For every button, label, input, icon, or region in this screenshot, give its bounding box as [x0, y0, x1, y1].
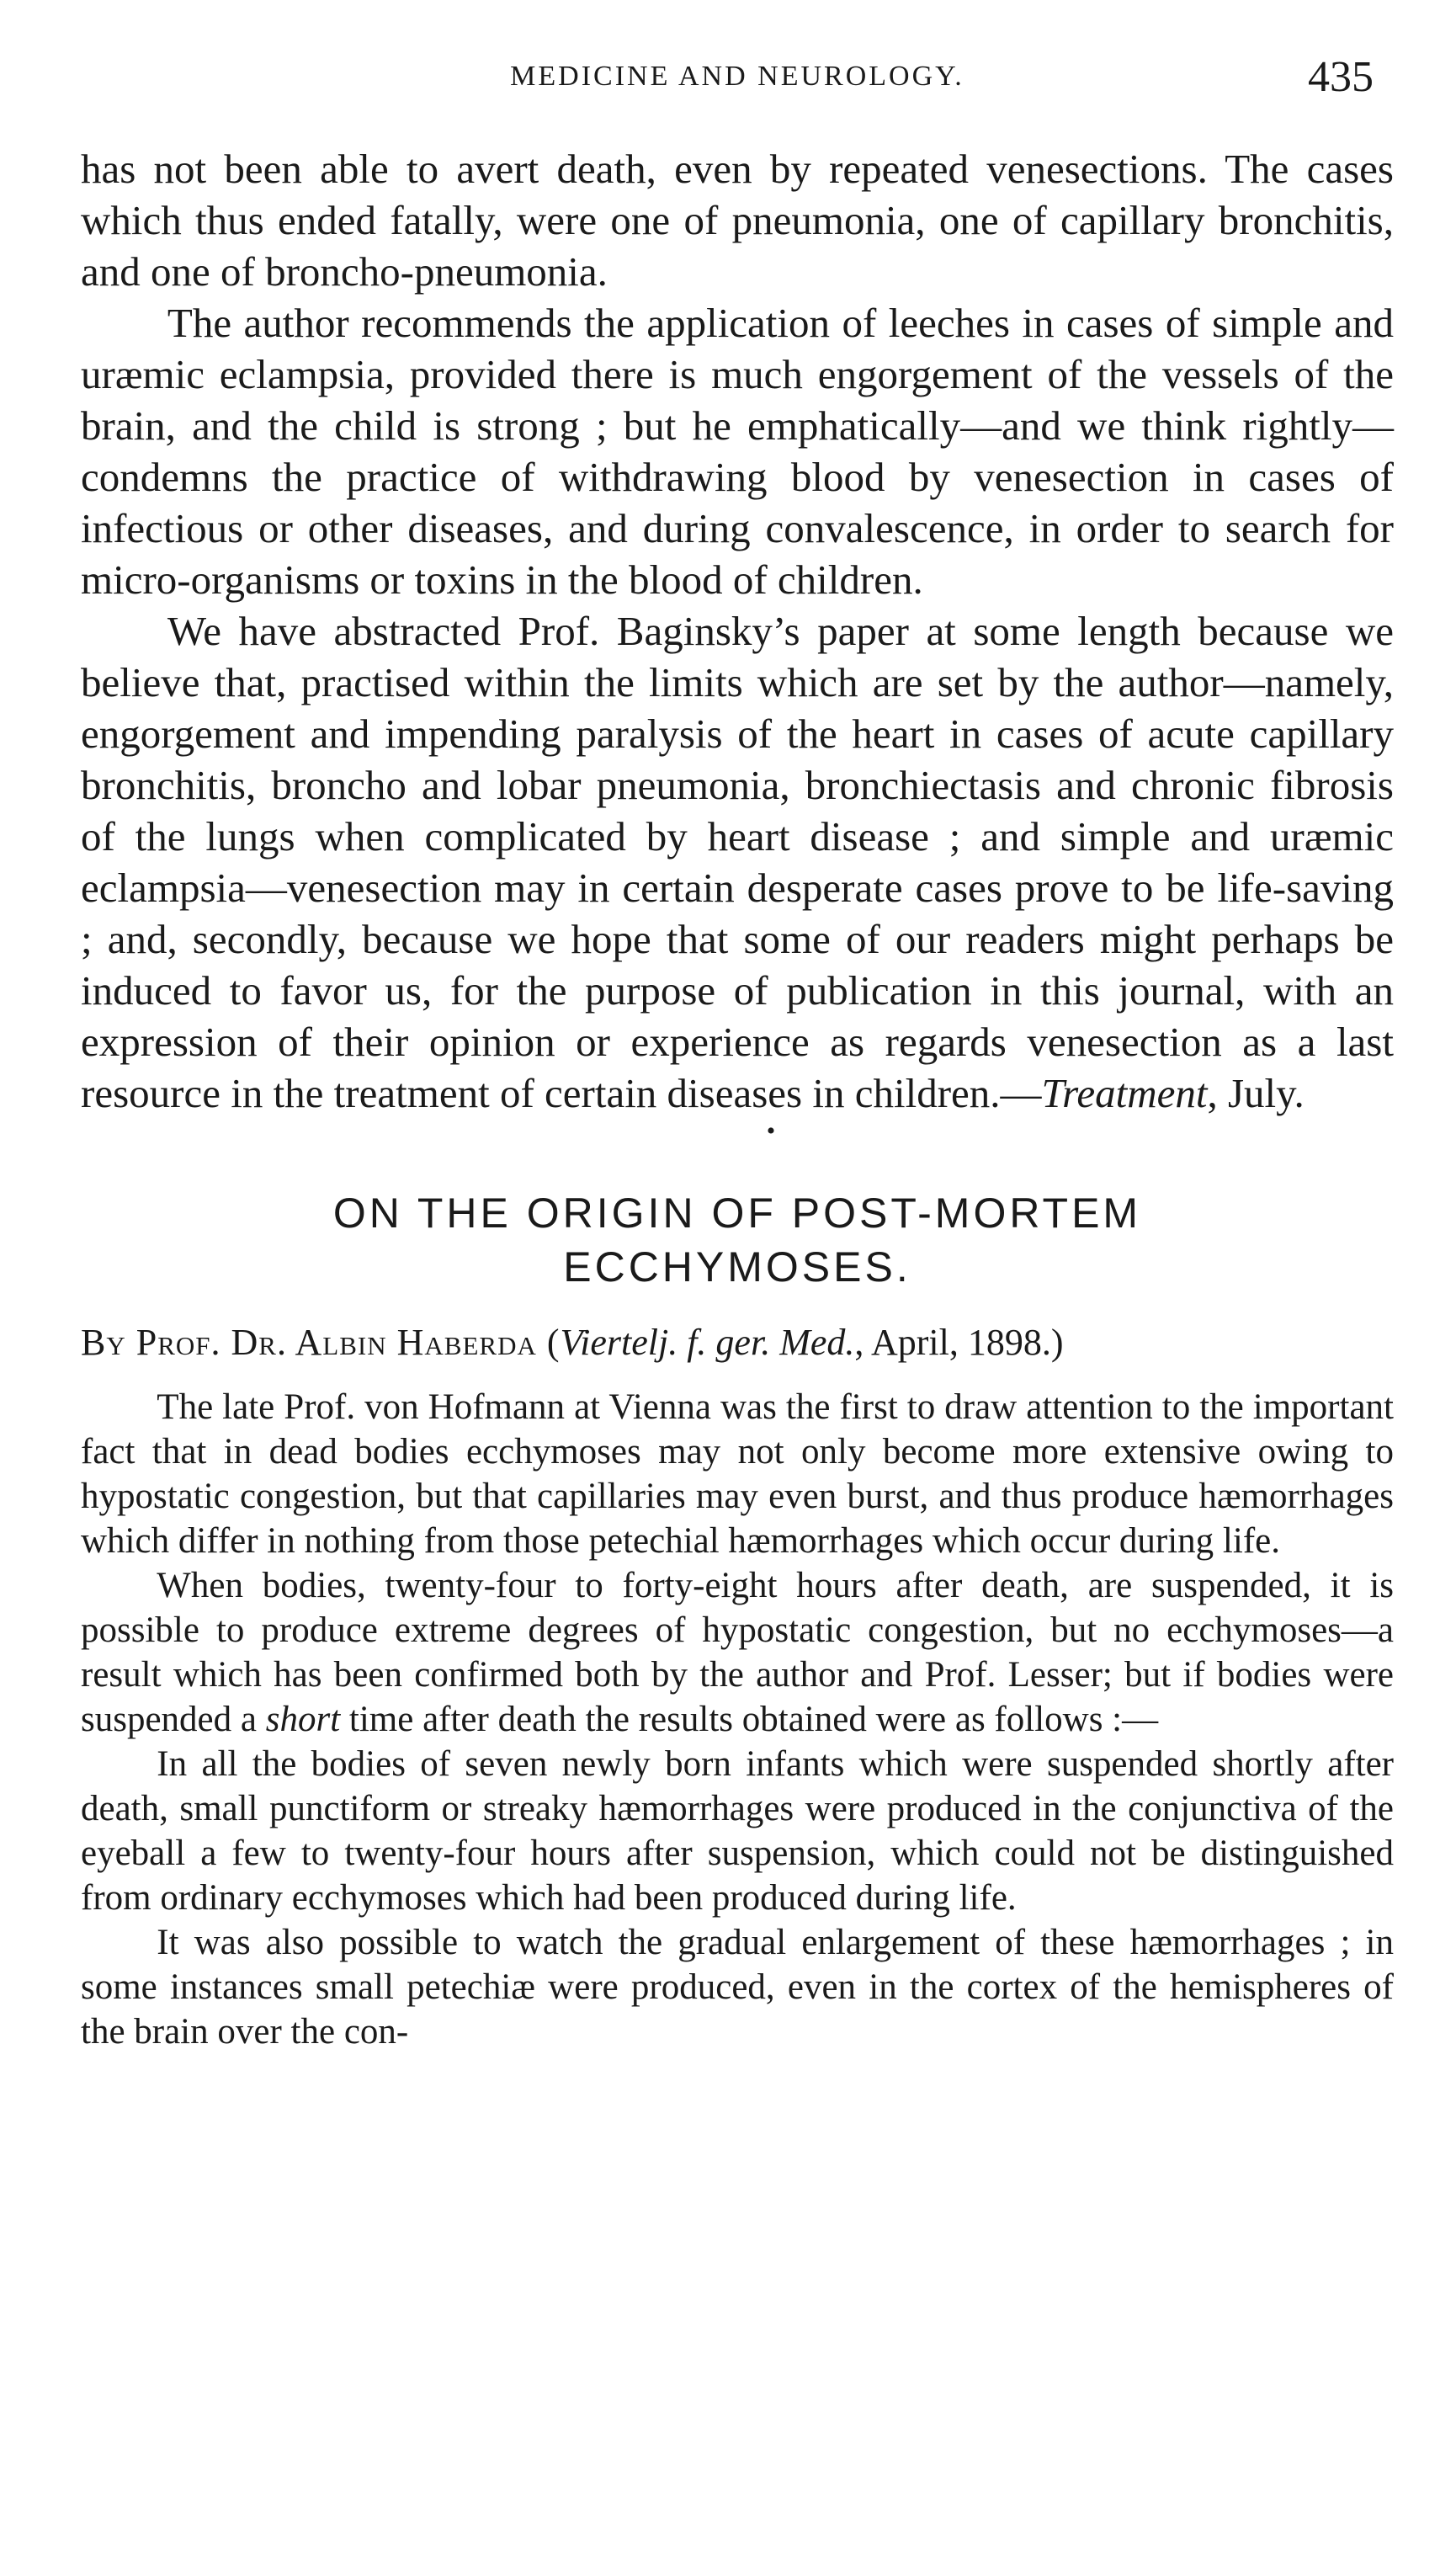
paragraph-baginsky-text: We have abstracted Prof. Baginsky’s paper at some length because we believe that, practised within the limits which are set by the author—namely, engorgement and impending paralysis of the heart in cases of acute capillary bronchitis, broncho and lobar pneumonia, bronchiectasis and chronic fibrosis of the lungs when complicated by heart disease ; and simple and uræmic eclampsia—venesection may in certain desperate cases prove to be life-saving ; and, secondly, because we hope that some of our readers might perhaps be induced to favor us, for the purpose of publication in this journal, with an expression of their opinion or experience as regards venesection as a last resource in the treatment of certain diseases in children.— [81, 608, 1394, 1116]
article-body [81, 1385, 1394, 2054]
paragraph-hofmann: The late Prof. von Hofmann at Vienna was the first to draw attention to the important fact that in dead bodies ecchymoses may not only become more extensive owing to hypostatic congestion, but that capillaries may even burst, and thus produce hæmorrhages which differ in nothing from those petechial hæmorrhages which occur during life. [81, 1387, 1394, 1561]
byline-journal: Viertelj. f. ger. Med. [560, 1322, 855, 1363]
byline-author: By Prof. Dr. Albin Haberda ( [81, 1322, 561, 1363]
article-title [81, 1186, 1394, 1294]
paragraph-infants: In all the bodies of seven newly born infants which were suspended shortly after death, small punctiform or streaky hæmorrhages were produced in the conjunctiva of the eyeball a few to twenty-four hours after suspension, which could not be distinguished from ordinary ecchymoses which had been produced during life. [81, 1744, 1394, 1918]
article-title-line-2: ECCHYMOSES. [563, 1243, 911, 1291]
source-date: , July. [1207, 1070, 1305, 1116]
continued-article [81, 143, 1394, 1119]
paragraph-enlargement: It was also possible to watch the gradual enlargement of these hæmorrhages ; in some instances small petechiæ were produced, even in the cortex of the hemispheres of the brain over the con- [81, 1923, 1394, 2052]
article-title-line-1: ON THE ORIGIN OF POST-MORTEM [332, 1190, 1142, 1237]
paragraph-continued: has not been able to avert death, even by repeated venesections. The cases which thus ended fatally, were one of pneumonia, one of capillary bronchitis, and one of broncho-pneumonia. [81, 146, 1394, 295]
paragraph-leeches: The author recommends the application of leeches in cases of simple and uræmic eclampsia, provided there is much engorgement of the vessels of the brain, and the child is strong ; but he emphatically—and we think rightly—condemns the practice of withdrawing blood by venesection in cases of infectious or other diseases, and during convalescence, in order to search for micro-organisms or toxins in the blood of children. [81, 300, 1394, 603]
separator-dot: • [766, 1117, 776, 1145]
page-number: 435 [1308, 53, 1374, 101]
paragraph-suspension-end: time after death the results obtained were as follows :— [348, 1700, 1159, 1739]
running-title: MEDICINE AND NEUROLOGY. [510, 61, 964, 92]
byline-date: , April, 1898.) [854, 1322, 1064, 1363]
page-body [81, 143, 1394, 2054]
emphasis-short: short [265, 1700, 341, 1739]
paragraph-suspension [81, 1563, 1394, 1742]
running-head [81, 52, 1394, 111]
paragraph-suspension-text: When bodies, twenty-four to forty-eight hours after death, are suspended, it is possible to produce extreme degrees of hypostatic congestion, but no ecchymoses—a result which has been confirmed both by the author and Prof. Lesser; but if bodies were suspended a [81, 1566, 1394, 1739]
article-byline [81, 1319, 1394, 1366]
paragraph-baginsky [81, 605, 1394, 1119]
source-citation: Treatment [1041, 1070, 1208, 1116]
